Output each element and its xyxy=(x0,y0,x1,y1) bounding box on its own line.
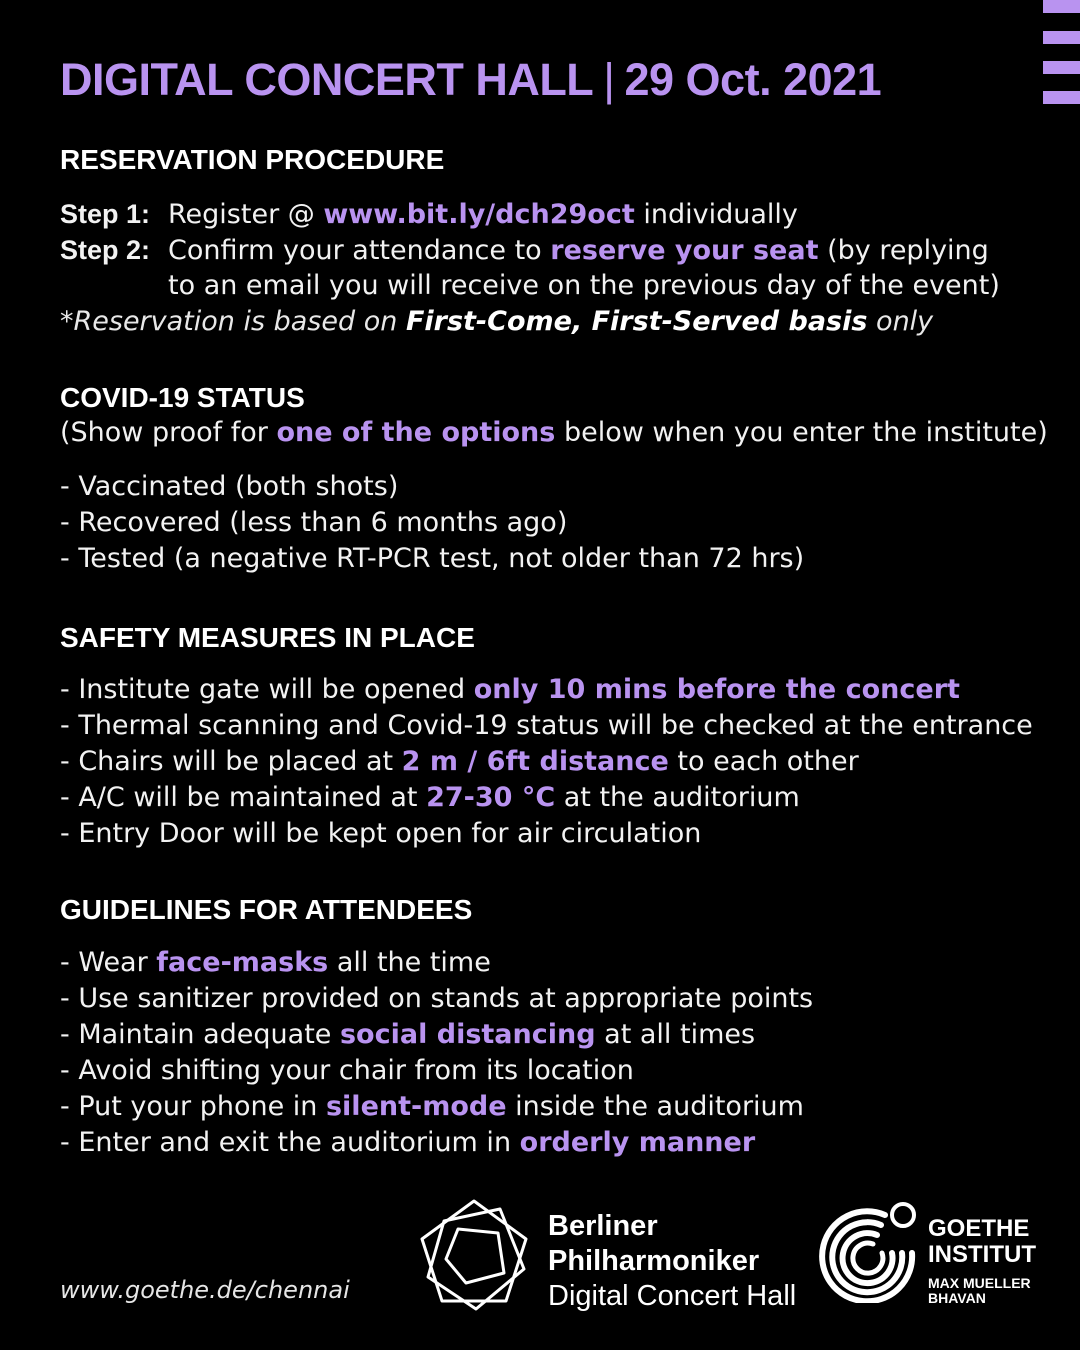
decorative-bar xyxy=(1043,0,1080,13)
safety-item: - A/C will be maintained at 27-30 °C at the auditorium xyxy=(60,782,800,813)
berliner-philharmoniker-wordmark: Berliner Philharmoniker Digital Concert Hall xyxy=(548,1210,797,1312)
safety-item: - Chairs will be placed at 2 m / 6ft distance to each other xyxy=(60,746,859,777)
pentagon-logo-icon xyxy=(414,1195,534,1315)
step-2-line-continued: to an email you will receive on the previous day of the event) xyxy=(168,270,1000,301)
website-link[interactable]: www.goethe.de/chennai xyxy=(60,1276,350,1304)
step-2-line: Step 2: Confirm your attendance to reserve your seat (by replying xyxy=(60,235,989,266)
guideline-item: - Use sanitizer provided on stands at appropriate points xyxy=(60,983,814,1014)
decorative-bar xyxy=(1043,91,1080,104)
guideline-item: - Put your phone in silent-mode inside the auditorium xyxy=(60,1091,804,1122)
guideline-item: - Enter and exit the auditorium in orderly manner xyxy=(60,1127,756,1158)
guideline-item: - Maintain adequate social distancing at all times xyxy=(60,1019,756,1050)
goethe-spiral-logo-icon xyxy=(815,1198,920,1303)
covid-heading: COVID-19 STATUS xyxy=(60,382,305,413)
guideline-item: - Wear face-masks all the time xyxy=(60,947,491,978)
safety-item: - Institute gate will be opened only 10 mins before the concert xyxy=(60,674,960,705)
guidelines-heading: GUIDELINES FOR ATTENDEES xyxy=(60,894,473,925)
safety-heading: SAFETY MEASURES IN PLACE xyxy=(60,622,475,653)
safety-item: - Entry Door will be kept open for air circulation xyxy=(60,818,702,849)
covid-item-vaccinated: - Vaccinated (both shots) xyxy=(60,471,399,502)
guideline-item: - Avoid shifting your chair from its location xyxy=(60,1055,634,1086)
page-title: DIGITAL CONCERT HALL | 29 Oct. 2021 xyxy=(60,54,882,105)
covid-intro: (Show proof for one of the options below when you enter the institute) xyxy=(60,417,1048,448)
covid-item-recovered: - Recovered (less than 6 months ago) xyxy=(60,507,568,538)
safety-item: - Thermal scanning and Covid-19 status will be checked at the entrance xyxy=(60,710,1033,741)
reservation-heading: RESERVATION PROCEDURE xyxy=(60,144,445,175)
step-1-line: Step 1: Register @ www.bit.ly/dch29oct individually xyxy=(60,199,798,230)
covid-item-tested: - Tested (a negative RT-PCR test, not older than 72 hrs) xyxy=(60,543,805,574)
decorative-bar xyxy=(1043,31,1080,44)
reservation-note: *Reservation is based on First-Come, First-Served basis only xyxy=(60,306,934,337)
decorative-bar xyxy=(1043,61,1080,74)
goethe-institut-wordmark: GOETHE INSTITUT MAX MUELLER BHAVAN xyxy=(928,1215,1036,1306)
registration-link[interactable]: www.bit.ly/dch29oct xyxy=(323,199,635,230)
